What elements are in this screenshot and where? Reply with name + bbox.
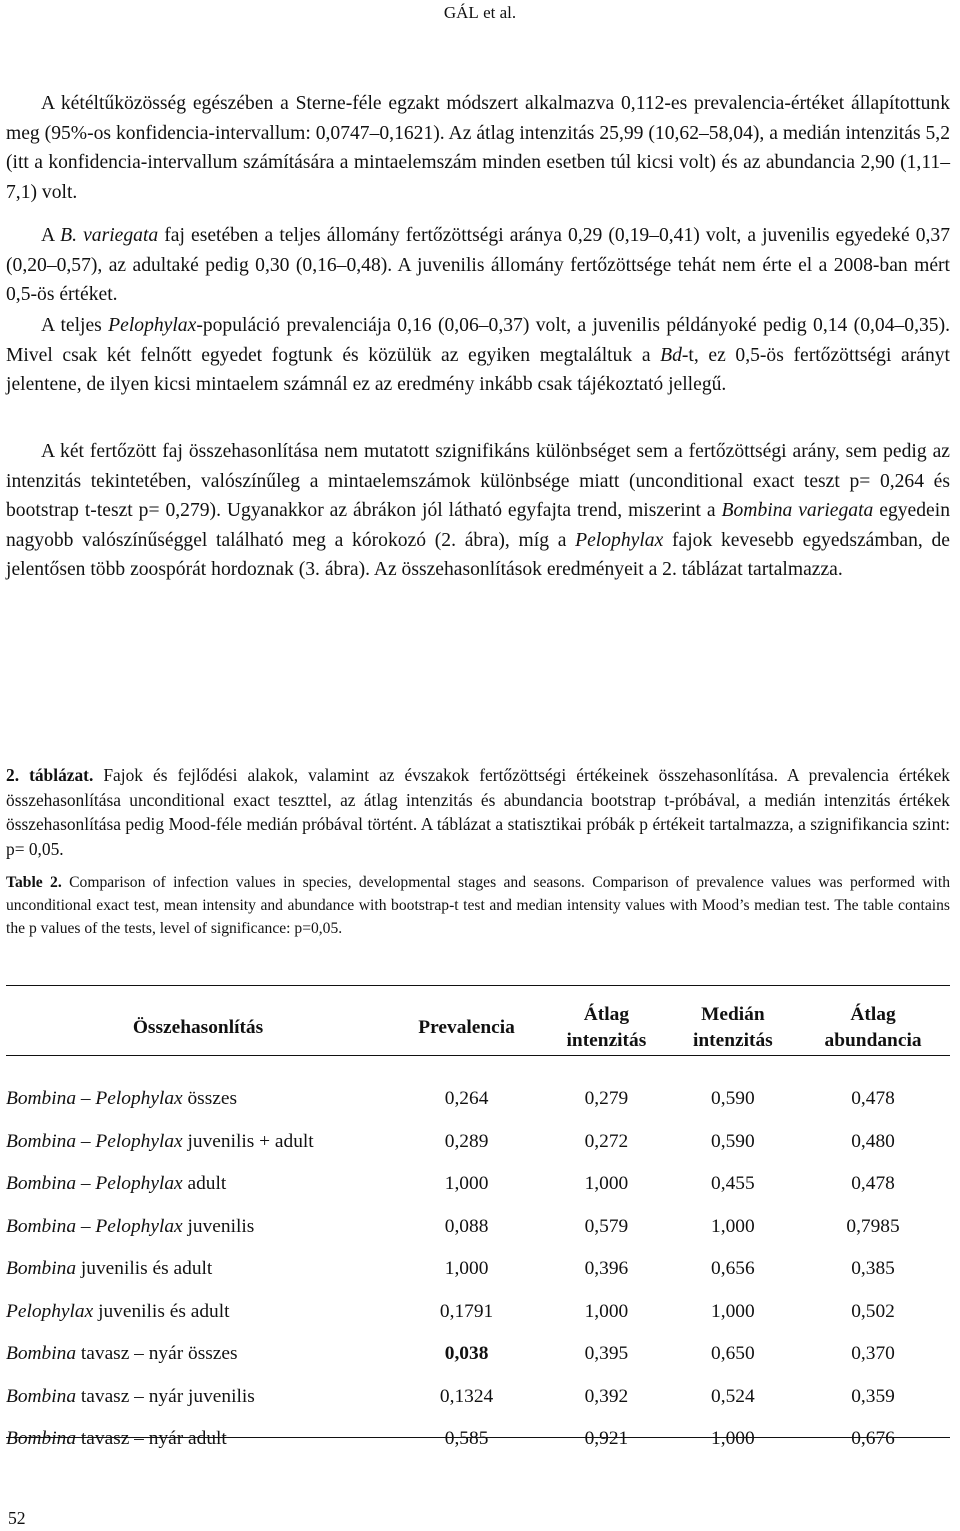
species-name: Bombina variegata [721,500,874,522]
comparison-cell [6,1163,390,1206]
mean-intensity-cell: 0,272 [584,1130,629,1152]
taxon-name: Bombina – Pelophylax [6,1215,183,1237]
median-intensity-cell: 1,000 [711,1300,755,1322]
mean-intensity-cell: 0,579 [584,1215,629,1237]
comparison-cell [6,1078,390,1121]
header-line: abundancia [824,1030,922,1051]
comparison-detail: juvenilis és adult [93,1300,230,1322]
paragraph-3-text: -t, ez 0,5-ös fertőzöttségi arányt jelentene, de ilyen kicsi mintaelem számnál ez az eredmény inkább csak tájékoztató jellegű. [6,344,950,396]
paragraph-1-text: A kétéltűközösség egészében a Sterne-féle egzakt módszert alkalmazva 0,112-es prevalencia-értéket állapítottunk meg (95%-os konfidencia-intervallum: 0,0747–0,1621). Az átlag intenzitás 25,99 (10,62–58,04), a medián intenzitás 5,2 (itt a konfidencia-intervallum számítására a mintaelemszám minden esetben túl kicsi volt) és az abundancia 2,90 (1,11–7,1) volt. [6,93,950,203]
median-intensity-cell: 0,656 [711,1258,755,1280]
header-line: intenzitás [566,1030,647,1051]
table-row [6,1248,950,1291]
comparison-cell [6,1376,390,1419]
prevalence-cell: 0,1791 [439,1300,494,1322]
author-initial: G [443,3,457,22]
comparison-detail: juvenilis + adult [182,1130,314,1152]
mean-abundance-cell: 0,478 [851,1173,895,1195]
paragraph-1 [6,89,950,207]
mean-intensity-cell: 1,000 [584,1300,629,1322]
mean-intensity-cell: 0,395 [584,1343,629,1365]
table-caption-hungarian [6,763,950,861]
col-header-mean-abundance [796,986,950,1070]
mean-abundance-cell: 0,7985 [846,1215,900,1237]
taxon-name: Bombina – Pelophylax [6,1130,183,1152]
header-line: Átlag [583,1004,630,1025]
paragraph-3-text: A teljes [41,315,109,336]
comparison-detail: adult [182,1173,227,1195]
species-name: B. variegata [60,225,159,246]
taxon-name: Bombina [6,1258,77,1280]
col-header-comparison: Összehasonlítás [132,1017,264,1038]
comparison-detail: összes [182,1088,238,1110]
median-intensity-cell: 0,455 [711,1173,755,1195]
prevalence-cell: 0,264 [444,1088,489,1110]
mean-abundance-cell: 0,676 [851,1428,895,1450]
mean-abundance-cell: 0,370 [851,1343,895,1365]
genus-name: Pelophylax [575,529,664,551]
comparison-cell [6,1248,390,1291]
paragraph-2 [6,221,950,310]
comparison-detail: tavasz – nyár adult [76,1428,227,1450]
mean-abundance-cell: 0,359 [851,1385,895,1407]
prevalence-cell: 1,000 [444,1258,489,1280]
taxon-name: Bombina – Pelophylax [6,1173,183,1195]
table-row [6,1206,950,1249]
comparison-cell [6,1418,390,1461]
comparison-cell [6,1206,390,1249]
paragraph-4-text: A két fertőzött faj összehasonlítása nem mutatott szignifikáns különbséget sem a fertőzöttségi arány, sem pedig az intenzitás tekintetében, valószínűleg a mintaelemszámok különbsége miatt (unconditional exact teszt p= 0,264 és bootstrap t-teszt p= 0,279). Ugyanakkor az ábrákon jól látható egyfajta trend, miszerint a [6,441,950,522]
running-header [0,3,960,23]
mean-intensity-cell: 0,279 [584,1088,629,1110]
comparison-cell [6,1333,390,1376]
header-line: Átlag [850,1004,896,1025]
mean-intensity-cell: 0,396 [584,1258,629,1280]
prevalence-cell: 0,1324 [439,1385,494,1407]
table-row [6,1376,950,1419]
paragraph-4-text: egyedein nagyobb valószínűséggel található meg a kórokozó (2. ábra), míg a [6,500,950,551]
taxon-name: Bombina [6,1385,77,1407]
paragraph-2-text: A [41,225,61,246]
median-intensity-cell: 1,000 [711,1215,755,1237]
comparison-detail: tavasz – nyár összes [76,1343,238,1365]
table-body [6,1070,950,1461]
median-intensity-cell: 0,650 [711,1343,755,1365]
comparison-cell [6,1291,390,1334]
author-name-rest: ÁL [456,3,479,22]
taxon-name: Pelophylax [6,1300,94,1322]
page-number: 52 [8,1508,26,1528]
mean-abundance-cell: 0,385 [851,1258,895,1280]
prevalence-cell: 1,000 [444,1173,489,1195]
mean-abundance-cell: 0,480 [851,1130,895,1152]
median-intensity-cell: 0,590 [711,1130,755,1152]
prevalence-cell: 0,038 [444,1343,489,1365]
table-header-row [6,986,950,1070]
taxon-name: Bombina – Pelophylax [6,1088,183,1110]
taxon-name: Bombina [6,1343,77,1365]
paragraph-3-text: -populáció prevalenciája 0,16 (0,06–0,37) volt, a juvenilis példányoké pedig 0,14 (0,04–0,35). Mivel csak két felnőtt egyedet fogtunk és közülük az egyiken megtaláltuk a [6,315,951,366]
taxon-name: Bombina [6,1428,77,1450]
paragraph-2-text: faj esetében a teljes állomány fertőzöttségi aránya 0,29 (0,19–0,41) volt, a juvenilis egyedeké 0,37 (0,20–0,57), az adultaké pedig 0,30 (0,16–0,48). A juvenilis állomány fertőzöttsége tehát nem érte el a 2008-ban mért 0,5-ös értéket. [6,225,951,306]
caption-text-hu: Fajok és fejlődési alakok, valamint az évszakok fertőzöttségi értékeinek összehasonlítása. A prevalencia értékek összehasonlítása unconditional exact teszttel, az átlag intenzitás és abundancia bootstrap t-próbával, a medián intenzitás értékek összehasonlítása pedig Mood-féle medián próbával történt. A táblázat a statisztikai próbák p értékeit tartalmazza, a szignifikancia szint: p= 0,05. [6,765,951,859]
table-row [6,1333,950,1376]
header-line: intenzitás [693,1030,773,1051]
table-row [6,1078,950,1121]
col-header-median-intensity [670,986,796,1070]
genus-name: Pelophylax [108,315,197,336]
prevalence-cell: 0,088 [444,1215,489,1237]
prevalence-cell: 0,585 [444,1428,489,1450]
prevalence-cell: 0,289 [444,1130,489,1152]
median-intensity-cell: 1,000 [711,1428,755,1450]
median-intensity-cell: 0,524 [711,1385,755,1407]
comparison-detail: tavasz – nyár juvenilis [76,1385,255,1407]
paragraph-3 [6,311,950,400]
col-header-mean-intensity [543,986,669,1070]
mean-intensity-cell: 0,921 [584,1428,629,1450]
comparison-detail: juvenilis és adult [76,1258,213,1280]
mean-abundance-cell: 0,478 [851,1088,895,1110]
table-row [6,1163,950,1206]
pathogen-name: Bd [660,344,682,366]
table-row [6,1418,950,1461]
table-caption-english [6,871,950,940]
table-row [6,1291,950,1334]
col-header-prevalence: Prevalencia [418,1017,515,1038]
comparison-detail: juvenilis [182,1215,255,1237]
table-label-en: Table 2. [6,874,62,891]
author-suffix: et al. [478,3,517,22]
comparison-table [6,986,950,1461]
comparison-cell [6,1121,390,1164]
paragraph-4-text: fajok kevesebb egyedszámban, de jelentősen több zoospórát hordoznak (3. ábra). Az összehasonlítások eredményeit a 2. táblázat tartalmazza. [6,529,950,581]
table-label-hu: 2. táblázat. [6,765,94,785]
header-line: Medián [701,1004,765,1025]
mean-intensity-cell: 1,000 [584,1173,629,1195]
median-intensity-cell: 0,590 [711,1088,755,1110]
mean-abundance-cell: 0,502 [851,1300,895,1322]
mean-intensity-cell: 0,392 [584,1385,629,1407]
table-row [6,1121,950,1164]
paragraph-4 [6,437,950,585]
caption-text-en: Comparison of infection values in species, developmental stages and seasons. Comparison of prevalence values was performed with unconditional exact test, mean intensity and abundance with bootstrap-t test and median intensity values with Mood’s median test. The table contains the p values of the tests, level of significance: p=0,05. [6,874,950,937]
